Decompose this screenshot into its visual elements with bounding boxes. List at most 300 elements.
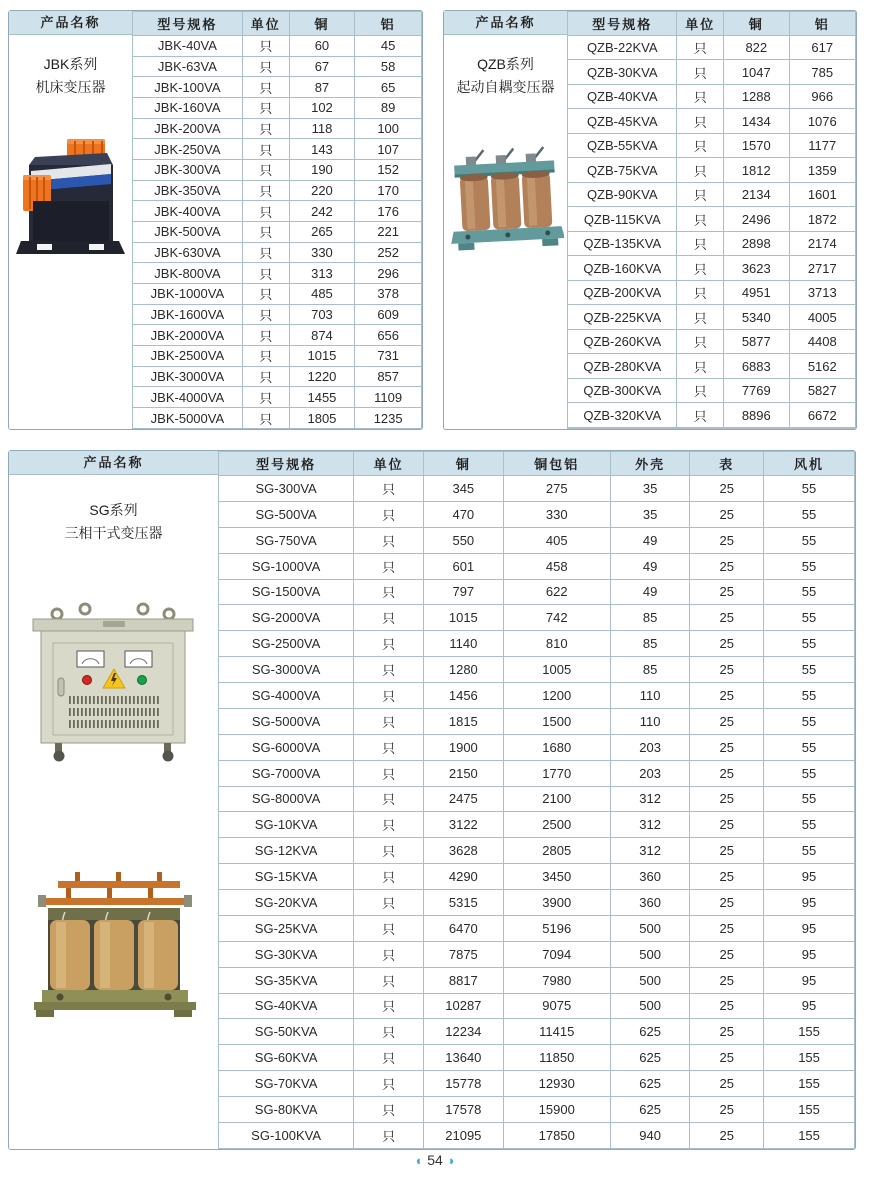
table-cell: 378 <box>355 284 422 305</box>
table-cell: 25 <box>690 941 764 967</box>
table-cell: 只 <box>354 760 424 786</box>
table-cell: 只 <box>677 231 724 255</box>
qzb-spec-table <box>568 11 856 429</box>
table-cell: 609 <box>355 304 422 325</box>
table-row <box>568 182 856 206</box>
table-row <box>133 366 422 387</box>
table-cell: 55 <box>764 734 855 760</box>
table-cell: 25 <box>690 812 764 838</box>
table-cell: 只 <box>242 201 289 222</box>
table-cell: QZB-225KVA <box>568 305 677 329</box>
table-cell: QZB-55KVA <box>568 133 677 157</box>
table-cell: JBK-200VA <box>133 118 242 139</box>
table-cell: 265 <box>289 222 355 243</box>
table-cell: 55 <box>764 527 855 553</box>
table-cell: SG-35KVA <box>219 967 354 993</box>
table-cell: 只 <box>677 109 724 133</box>
table-cell: 1177 <box>789 133 855 157</box>
table-cell: 822 <box>724 36 790 60</box>
table-cell: 25 <box>690 657 764 683</box>
table-cell: 13640 <box>424 1045 503 1071</box>
table-cell: 485 <box>289 284 355 305</box>
table-cell: 5340 <box>724 305 790 329</box>
table-cell: 只 <box>354 501 424 527</box>
table-row <box>133 263 422 284</box>
table-row <box>219 527 855 553</box>
table-cell: 25 <box>690 553 764 579</box>
table-row <box>219 1071 855 1097</box>
table-cell: 102 <box>289 98 355 119</box>
column-header-copper: 铜 <box>724 12 790 36</box>
table-cell: 470 <box>424 501 503 527</box>
table-cell: 55 <box>764 838 855 864</box>
table-cell: SG-4000VA <box>219 683 354 709</box>
table-cell: 118 <box>289 118 355 139</box>
column-header-model: 型号规格 <box>568 12 677 36</box>
table-cell: JBK-2000VA <box>133 325 242 346</box>
table-cell: 55 <box>764 812 855 838</box>
table-cell: 55 <box>764 708 855 734</box>
table-cell: 1015 <box>289 346 355 367</box>
table-cell: SG-750VA <box>219 527 354 553</box>
table-cell: 只 <box>677 280 724 304</box>
column-header-aluminum: 铝 <box>355 12 422 36</box>
table-cell: 857 <box>355 366 422 387</box>
table-cell: SG-80KVA <box>219 1097 354 1123</box>
table-cell: JBK-3000VA <box>133 366 242 387</box>
table-cell: 只 <box>677 354 724 378</box>
table-cell: 6672 <box>789 403 855 427</box>
table-cell: 12930 <box>503 1071 610 1097</box>
table-cell: 601 <box>424 553 503 579</box>
table-cell: 只 <box>354 527 424 553</box>
table-cell: 25 <box>690 1122 764 1148</box>
table-cell: 5315 <box>424 890 503 916</box>
table-cell: 11415 <box>503 1019 610 1045</box>
table-cell: 625 <box>610 1071 689 1097</box>
table-cell: QZB-260KVA <box>568 329 677 353</box>
table-cell: 8817 <box>424 967 503 993</box>
table-cell: 只 <box>354 864 424 890</box>
table-row <box>568 207 856 231</box>
column-header-product-name: 产品名称 <box>444 11 567 35</box>
table-cell: SG-7000VA <box>219 760 354 786</box>
table-row <box>219 760 855 786</box>
table-cell: 966 <box>789 84 855 108</box>
table-cell: SG-20KVA <box>219 890 354 916</box>
table-cell: JBK-5000VA <box>133 408 242 429</box>
table-cell: 731 <box>355 346 422 367</box>
table-row <box>133 325 422 346</box>
table-row <box>568 280 856 304</box>
table-row <box>219 1122 855 1148</box>
table-cell: QZB-300KVA <box>568 378 677 402</box>
table-cell: 55 <box>764 657 855 683</box>
table-cell: 55 <box>764 579 855 605</box>
table-cell: 1680 <box>503 734 610 760</box>
table-cell: 155 <box>764 1122 855 1148</box>
table-cell: 25 <box>690 838 764 864</box>
table-cell: 500 <box>610 941 689 967</box>
table-row <box>133 222 422 243</box>
table-cell: SG-300VA <box>219 476 354 502</box>
table-cell: 155 <box>764 1019 855 1045</box>
table-cell: 12234 <box>424 1019 503 1045</box>
table-cell: 221 <box>355 222 422 243</box>
table-cell: JBK-100VA <box>133 77 242 98</box>
column-header-model: 型号规格 <box>219 452 354 476</box>
prev-page-icon: ◖ <box>414 1153 423 1168</box>
jbk-product-table <box>8 10 423 430</box>
table-cell: 只 <box>354 1019 424 1045</box>
table-cell: 只 <box>677 182 724 206</box>
table-cell: 25 <box>690 760 764 786</box>
table-cell: 只 <box>242 222 289 243</box>
table-cell: 6883 <box>724 354 790 378</box>
table-cell: 15778 <box>424 1071 503 1097</box>
table-cell: QZB-135KVA <box>568 231 677 255</box>
table-cell: 1805 <box>289 408 355 429</box>
table-row <box>219 812 855 838</box>
table-row <box>219 993 855 1019</box>
table-row <box>568 329 856 353</box>
table-cell: SG-1500VA <box>219 579 354 605</box>
table-cell: 95 <box>764 967 855 993</box>
table-row <box>568 256 856 280</box>
table-cell: 3713 <box>789 280 855 304</box>
jbk-series-title: JBK系列 机床变压器 <box>35 56 106 95</box>
table-cell: SG-70KVA <box>219 1071 354 1097</box>
table-row <box>219 605 855 631</box>
table-row <box>568 403 856 427</box>
table-cell: 只 <box>354 553 424 579</box>
table-cell: 只 <box>354 812 424 838</box>
table-cell: SG-40KVA <box>219 993 354 1019</box>
table-row <box>219 683 855 709</box>
header-row <box>133 12 422 36</box>
table-cell: 只 <box>242 284 289 305</box>
table-cell: 10287 <box>424 993 503 1019</box>
table-row <box>133 408 422 429</box>
table-cell: 312 <box>610 838 689 864</box>
table-cell: JBK-1600VA <box>133 304 242 325</box>
table-cell: 87 <box>289 77 355 98</box>
table-cell: QZB-75KVA <box>568 158 677 182</box>
table-cell: 622 <box>503 579 610 605</box>
table-cell: 25 <box>690 786 764 812</box>
table-cell: QZB-280KVA <box>568 354 677 378</box>
table-cell: 1570 <box>724 133 790 157</box>
table-cell: 625 <box>610 1097 689 1123</box>
table-cell: 9075 <box>503 993 610 1019</box>
table-cell: 25 <box>690 501 764 527</box>
table-cell: 55 <box>764 501 855 527</box>
table-cell: JBK-2500VA <box>133 346 242 367</box>
table-cell: 只 <box>354 1045 424 1071</box>
table-cell: 2805 <box>503 838 610 864</box>
table-cell: 45 <box>355 36 422 57</box>
table-cell: 2174 <box>789 231 855 255</box>
table-cell: 85 <box>610 657 689 683</box>
table-cell: 940 <box>610 1122 689 1148</box>
table-cell <box>677 427 724 428</box>
table-cell: 25 <box>690 476 764 502</box>
table-cell: QZB-45KVA <box>568 109 677 133</box>
table-cell: 2475 <box>424 786 503 812</box>
table-cell: 只 <box>677 207 724 231</box>
table-cell: 6470 <box>424 915 503 941</box>
sg-product-table <box>8 450 856 1150</box>
table-row <box>568 378 856 402</box>
page-number: 54 <box>427 1152 443 1168</box>
table-cell: 25 <box>690 708 764 734</box>
table-row <box>219 967 855 993</box>
table-cell: 95 <box>764 993 855 1019</box>
table-cell: 1815 <box>424 708 503 734</box>
table-row <box>133 284 422 305</box>
table-cell: 只 <box>354 1071 424 1097</box>
table-cell: 7875 <box>424 941 503 967</box>
table-cell: 85 <box>610 605 689 631</box>
table-cell: 2134 <box>724 182 790 206</box>
table-cell: SG-15KVA <box>219 864 354 890</box>
table-cell: 95 <box>764 941 855 967</box>
table-cell: 312 <box>610 812 689 838</box>
table-cell: QZB-30KVA <box>568 60 677 84</box>
table-row <box>133 56 422 77</box>
table-cell: 只 <box>354 1122 424 1148</box>
table-cell: 155 <box>764 1071 855 1097</box>
table-cell: 500 <box>610 967 689 993</box>
table-cell: 3628 <box>424 838 503 864</box>
table-cell: 345 <box>424 476 503 502</box>
table-cell <box>568 427 677 428</box>
table-cell: 810 <box>503 631 610 657</box>
table-cell: 25 <box>690 605 764 631</box>
table-cell: 1872 <box>789 207 855 231</box>
table-cell: 1601 <box>789 182 855 206</box>
table-cell: 89 <box>355 98 422 119</box>
table-cell: SG-60KVA <box>219 1045 354 1071</box>
table-cell: 8896 <box>724 403 790 427</box>
table-cell: JBK-250VA <box>133 139 242 160</box>
table-cell: 17850 <box>503 1122 610 1148</box>
jbk-transformer-photo <box>15 135 127 266</box>
table-cell: 只 <box>354 708 424 734</box>
table-row <box>219 915 855 941</box>
table-cell: 55 <box>764 760 855 786</box>
header-row <box>219 452 855 476</box>
table-cell: 55 <box>764 476 855 502</box>
table-cell: 874 <box>289 325 355 346</box>
qzb-product-table <box>443 10 857 430</box>
table-cell: 3450 <box>503 864 610 890</box>
sg-cabinet-photo <box>25 599 203 772</box>
table-cell: 只 <box>677 329 724 353</box>
qzb-product-name-column <box>444 11 568 429</box>
table-cell: 360 <box>610 864 689 890</box>
table-cell: 3623 <box>724 256 790 280</box>
table-cell: SG-2000VA <box>219 605 354 631</box>
table-cell: 只 <box>354 941 424 967</box>
table-cell: 只 <box>242 366 289 387</box>
table-cell: 只 <box>242 242 289 263</box>
table-cell: 25 <box>690 1045 764 1071</box>
sg-product-name-column <box>9 451 219 1149</box>
table-cell: 只 <box>354 657 424 683</box>
table-cell: 785 <box>789 60 855 84</box>
table-cell: 只 <box>354 579 424 605</box>
column-header-copper-clad-aluminum: 铜包铝 <box>503 452 610 476</box>
table-cell: SG-50KVA <box>219 1019 354 1045</box>
table-cell: 只 <box>242 160 289 181</box>
table-row <box>219 1045 855 1071</box>
jbk-product-name-column <box>9 11 133 429</box>
table-cell: 1015 <box>424 605 503 631</box>
table-cell: 143 <box>289 139 355 160</box>
table-cell: 25 <box>690 1071 764 1097</box>
table-cell: 35 <box>610 476 689 502</box>
next-page-icon: ◗ <box>447 1153 456 1168</box>
table-cell: SG-1000VA <box>219 553 354 579</box>
table-cell: 25 <box>690 864 764 890</box>
table-cell: 49 <box>610 579 689 605</box>
table-cell: 只 <box>354 838 424 864</box>
jbk-spec-table <box>133 11 422 429</box>
column-header-unit: 单位 <box>354 452 424 476</box>
table-cell: 252 <box>355 242 422 263</box>
table-cell: SG-8000VA <box>219 786 354 812</box>
table-cell: 1109 <box>355 387 422 408</box>
table-row <box>219 579 855 605</box>
table-cell: 1456 <box>424 683 503 709</box>
table-cell: 458 <box>503 553 610 579</box>
column-header-unit: 单位 <box>242 12 289 36</box>
table-row <box>219 864 855 890</box>
table-cell: SG-500VA <box>219 501 354 527</box>
table-cell: 155 <box>764 1097 855 1123</box>
table-cell: 17578 <box>424 1097 503 1123</box>
table-cell: 25 <box>690 579 764 605</box>
table-row <box>219 786 855 812</box>
table-cell: 只 <box>242 387 289 408</box>
table-cell: 7980 <box>503 967 610 993</box>
table-cell: 703 <box>289 304 355 325</box>
table-cell: 242 <box>289 201 355 222</box>
table-cell: 313 <box>289 263 355 284</box>
table-cell: QZB-320KVA <box>568 403 677 427</box>
table-cell: 617 <box>789 36 855 60</box>
table-cell: 2717 <box>789 256 855 280</box>
table-row <box>219 1097 855 1123</box>
table-row <box>133 346 422 367</box>
table-row <box>568 158 856 182</box>
table-row <box>568 231 856 255</box>
table-cell <box>724 427 790 428</box>
table-cell: 49 <box>610 527 689 553</box>
table-cell: 4005 <box>789 305 855 329</box>
table-cell: JBK-63VA <box>133 56 242 77</box>
table-cell: JBK-300VA <box>133 160 242 181</box>
table-cell: SG-12KVA <box>219 838 354 864</box>
table-cell: 只 <box>354 993 424 1019</box>
table-cell: 只 <box>677 403 724 427</box>
table-cell: 只 <box>354 734 424 760</box>
table-cell: 只 <box>677 158 724 182</box>
table-row <box>133 77 422 98</box>
table-cell: 3122 <box>424 812 503 838</box>
table-cell: 797 <box>424 579 503 605</box>
table-cell: 只 <box>242 304 289 325</box>
table-cell: 1076 <box>789 109 855 133</box>
table-cell: 405 <box>503 527 610 553</box>
table-row <box>133 387 422 408</box>
table-cell: 55 <box>764 786 855 812</box>
table-cell: JBK-630VA <box>133 242 242 263</box>
table-cell: 25 <box>690 734 764 760</box>
table-row <box>219 838 855 864</box>
table-cell <box>789 427 855 428</box>
table-cell: 只 <box>354 786 424 812</box>
table-cell: 25 <box>690 527 764 553</box>
table-cell: 只 <box>677 378 724 402</box>
table-cell: 只 <box>242 56 289 77</box>
column-header-product-name: 产品名称 <box>9 451 218 475</box>
table-cell: 55 <box>764 683 855 709</box>
table-cell: JBK-500VA <box>133 222 242 243</box>
table-cell: 4951 <box>724 280 790 304</box>
table-cell: 2100 <box>503 786 610 812</box>
table-cell: SG-10KVA <box>219 812 354 838</box>
table-row <box>219 708 855 734</box>
table-cell: 1140 <box>424 631 503 657</box>
table-row <box>219 631 855 657</box>
column-header-copper: 铜 <box>289 12 355 36</box>
table-row <box>568 427 856 428</box>
table-cell: 1047 <box>724 60 790 84</box>
table-cell: 只 <box>677 36 724 60</box>
column-header-fan: 风机 <box>764 452 855 476</box>
table-cell: 550 <box>424 527 503 553</box>
table-cell: SG-30KVA <box>219 941 354 967</box>
table-cell: 只 <box>354 476 424 502</box>
table-cell: 155 <box>764 1045 855 1071</box>
table-cell: 只 <box>354 631 424 657</box>
table-cell: 25 <box>690 915 764 941</box>
table-cell: 11850 <box>503 1045 610 1071</box>
table-cell: 55 <box>764 631 855 657</box>
table-cell: 只 <box>677 60 724 84</box>
table-cell: SG-100KVA <box>219 1122 354 1148</box>
table-cell: 只 <box>242 77 289 98</box>
table-cell: 只 <box>242 263 289 284</box>
table-cell: 110 <box>610 708 689 734</box>
table-cell: 只 <box>354 967 424 993</box>
table-row <box>133 201 422 222</box>
table-cell: 100 <box>355 118 422 139</box>
table-cell: SG-3000VA <box>219 657 354 683</box>
column-header-meter: 表 <box>690 452 764 476</box>
table-cell: 4290 <box>424 864 503 890</box>
table-cell: 5827 <box>789 378 855 402</box>
table-row <box>219 734 855 760</box>
table-row <box>219 553 855 579</box>
table-cell: SG-25KVA <box>219 915 354 941</box>
table-cell: QZB-90KVA <box>568 182 677 206</box>
table-cell: SG-6000VA <box>219 734 354 760</box>
table-cell: 742 <box>503 605 610 631</box>
table-cell: 360 <box>610 890 689 916</box>
